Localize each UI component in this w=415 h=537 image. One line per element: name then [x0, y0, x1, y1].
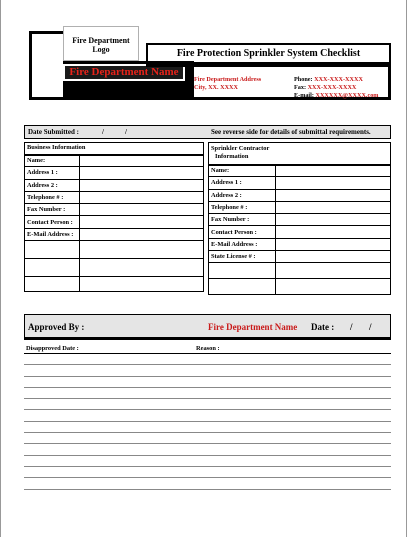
fax-label: Fax: [294, 84, 307, 91]
business-name-input[interactable] [80, 155, 204, 167]
business-field-label: Address 2 : [25, 179, 80, 191]
reason-line[interactable] [24, 422, 391, 433]
reason-line[interactable] [24, 365, 391, 376]
phone-label: Phone: [294, 76, 313, 83]
contractor-field-label: E-Mail Address : [209, 238, 276, 250]
email-line [294, 92, 389, 100]
fax-value: XXX-XXX-XXXX [307, 84, 357, 91]
page-border-left [0, 0, 1, 537]
contractor-fax-input[interactable] [276, 214, 391, 226]
reason-line[interactable] [24, 444, 391, 455]
reason-line[interactable] [24, 456, 391, 467]
contractor-field-label: Fax Number : [209, 214, 276, 226]
contractor-address2-input[interactable] [276, 189, 391, 201]
contractor-field-label: Name: [209, 165, 276, 177]
contractor-address1-input[interactable] [276, 177, 391, 189]
business-address1-input[interactable] [80, 167, 204, 179]
reason-line[interactable] [24, 478, 391, 489]
date-slash-2: / [125, 128, 127, 136]
contractor-field-label: Address 1 : [209, 177, 276, 189]
date-submitted-bar [24, 125, 391, 139]
approval-date-label: Date : [311, 322, 335, 332]
contractor-info-title [209, 143, 391, 165]
email-value: XXXXXX@XXXX.com [315, 92, 379, 99]
contractor-info-table [208, 142, 391, 295]
business-field-label: Address 1 : [25, 167, 80, 179]
submittal-note: See reverse side for details of submittal requirements. [211, 128, 371, 136]
reason-label: Reason : [196, 345, 220, 352]
contractor-extra-input[interactable] [276, 279, 391, 295]
business-address2-input[interactable] [80, 179, 204, 191]
business-field-label: Name: [25, 155, 80, 167]
disapproval-row [24, 343, 391, 354]
contractor-license-input[interactable] [276, 251, 391, 263]
business-fax-input[interactable] [80, 204, 204, 216]
business-field-label: Fax Number : [25, 204, 80, 216]
approved-by-label: Approved By : [28, 322, 85, 332]
reason-line[interactable] [24, 410, 391, 421]
logo-text: Fire Department Logo [72, 36, 130, 54]
contractor-field-label: Telephone # : [209, 201, 276, 213]
page-border-right [406, 0, 407, 537]
form-title: Fire Protection Sprinkler System Checklist [146, 43, 391, 67]
contractor-extra-input[interactable] [276, 263, 391, 279]
business-field-label: E-Mail Address : [25, 228, 80, 240]
business-extra-label [25, 241, 80, 259]
business-telephone-input[interactable] [80, 191, 204, 203]
contact-block [294, 76, 389, 100]
phone-value: XXX-XXX-XXXX [314, 76, 363, 83]
business-extra-input[interactable] [80, 259, 204, 277]
email-label: E-mail: [294, 92, 314, 99]
reason-line[interactable] [24, 377, 391, 388]
reason-lines [24, 354, 391, 490]
logo-frame [29, 31, 64, 100]
department-address [194, 76, 307, 92]
approval-department-name: Fire Department Name [208, 322, 298, 332]
contractor-name-input[interactable] [276, 165, 391, 177]
contractor-field-label: Contact Person : [209, 226, 276, 238]
reason-line[interactable] [24, 467, 391, 478]
contractor-field-label: State License # : [209, 251, 276, 263]
contractor-telephone-input[interactable] [276, 201, 391, 213]
approval-date-slash-1: / [350, 322, 353, 332]
reason-line[interactable] [24, 433, 391, 444]
business-extra-label [25, 259, 80, 277]
address-line-1: Fire Department Address [194, 76, 262, 83]
reason-line[interactable] [24, 399, 391, 410]
contractor-title-line-2: Information [215, 153, 249, 161]
fax-line [294, 84, 389, 92]
department-name: Fire Department Name [63, 64, 185, 81]
business-info-title: Business Information [25, 143, 204, 155]
business-field-label: Telephone # : [25, 191, 80, 203]
reason-line[interactable] [24, 354, 391, 365]
date-slash-1: / [102, 128, 104, 136]
disapproved-date-label: Disapproved Date : [26, 345, 79, 352]
business-field-label: Contact Person : [25, 216, 80, 228]
business-info-table [24, 142, 204, 292]
address-line-2: City, XX. XXXX [194, 84, 238, 91]
logo-placeholder [63, 26, 139, 61]
contractor-email-input[interactable] [276, 238, 391, 250]
approval-bar [24, 314, 391, 340]
contractor-field-label: Address 2 : [209, 189, 276, 201]
contractor-title-line-1: Sprinkler Contractor [211, 145, 270, 153]
business-contact-input[interactable] [80, 216, 204, 228]
reason-line[interactable] [24, 388, 391, 399]
phone-line [294, 76, 389, 84]
contractor-contact-input[interactable] [276, 226, 391, 238]
business-email-input[interactable] [80, 228, 204, 240]
date-submitted-label: Date Submitted : [28, 128, 79, 136]
approval-date-slash-2: / [369, 322, 372, 332]
business-extra-input[interactable] [80, 277, 204, 292]
contractor-extra-label [209, 279, 276, 295]
business-extra-label [25, 277, 80, 292]
business-extra-input[interactable] [80, 241, 204, 259]
contractor-extra-label [209, 263, 276, 279]
